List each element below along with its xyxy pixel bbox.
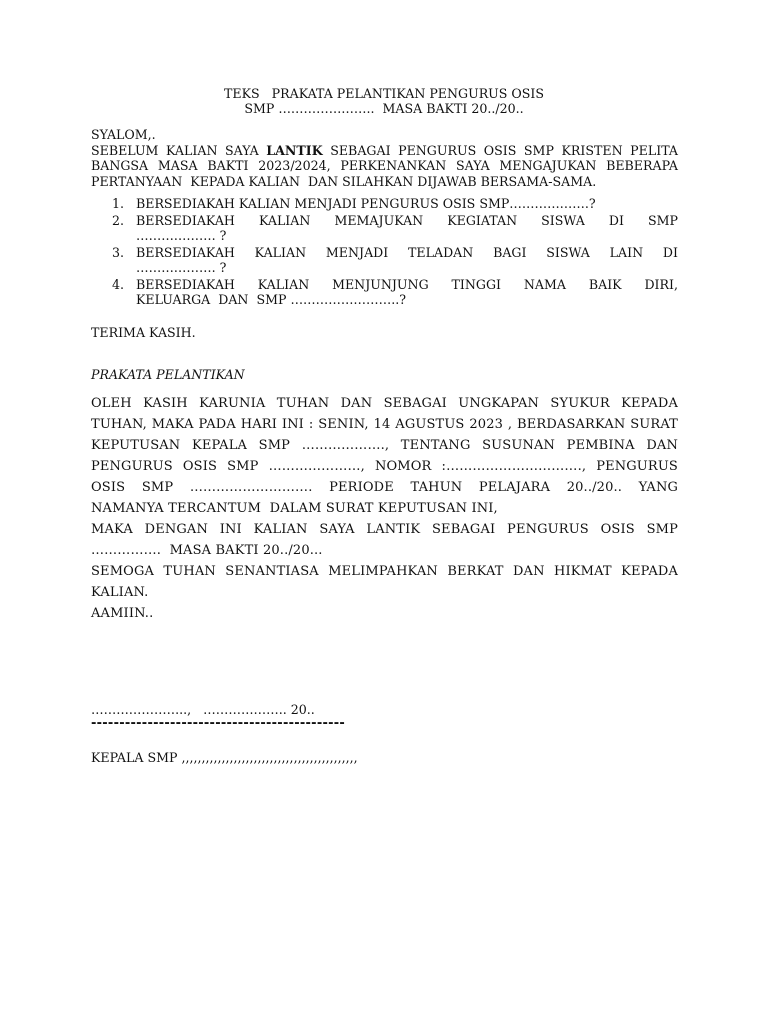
place-date: ………………….., ……………….. 20.. xyxy=(91,702,315,717)
body-line: TUHAN, MAKA PADA HARI INI : SENIN, 14 AGUSTUS 2023 , BERDASARKAN SURAT xyxy=(91,417,678,432)
section-heading: PRAKATA PELANTIKAN xyxy=(91,367,245,382)
question-list xyxy=(91,196,678,309)
body-line: ……………. MASA BAKTI 20../20... xyxy=(91,543,323,558)
list-item xyxy=(91,196,678,212)
document-title: TEKS PRAKATA PELANTIKAN PENGURUS OSIS xyxy=(224,86,544,101)
list-item xyxy=(91,245,678,276)
body-line: OSIS SMP ………………………. PERIODE TAHUN PELAJARA 20../20.. YANG xyxy=(91,480,678,495)
list-item xyxy=(91,213,678,244)
body-line: KEPUTUSAN KEPALA SMP ………………., TENTANG SUSUNAN PEMBINA DAN xyxy=(91,438,678,453)
body-line: NAMANYA TERCANTUM DALAM SURAT KEPUTUSAN INI, xyxy=(91,501,498,516)
intro-line-3: PERTANYAAN KEPADA KALIAN DAN SILAHKAN DIJAWAB BERSAMA-SAMA. xyxy=(91,173,597,189)
intro-bold-word: LANTIK xyxy=(266,142,323,158)
signature-block xyxy=(91,670,358,798)
body-line: MAKA DENGAN INI KALIAN SAYA LANTIK SEBAGAI PENGURUS OSIS SMP xyxy=(91,522,678,537)
thanks-text: TERIMA KASIH. xyxy=(91,325,196,340)
document-subtitle: SMP ………………….. MASA BAKTI 20../20.. xyxy=(244,101,524,116)
question-text: BERSEDIAKAH KALIAN MEMAJUKAN KEGIATAN SISWA DI SMP xyxy=(136,212,678,228)
list-number: 2. xyxy=(112,212,125,228)
greeting: SYALOM,. xyxy=(91,127,156,142)
question-text: BERSEDIAKAH KALIAN MENJADI PENGURUS OSIS SMP……………….? xyxy=(136,196,596,211)
principal-title: KEPALA SMP ,,,,,,,,,,,,,,,,,,,,,,,,,,,,,,,,,,,,,,,,,,,, xyxy=(91,750,358,765)
body-line: SEMOGA TUHAN SENANTIASA MELIMPAHKAN BERKAT DAN HIKMAT KEPADA xyxy=(91,564,678,579)
question-text: BERSEDIAKAH KALIAN MENJADI TELADAN BAGI SISWA LAIN DI xyxy=(136,244,678,260)
body-line: OLEH KASIH KARUNIA TUHAN DAN SEBAGAI UNGKAPAN SYUKUR KEPADA xyxy=(91,396,678,411)
question-text: BERSEDIAKAH KALIAN MENJUNJUNG TINGGI NAMA BAIK DIRI, xyxy=(136,276,678,292)
intro-text: SEBAGAI PENGURUS OSIS SMP KRISTEN PELITA xyxy=(322,142,678,158)
question-text-cont: KELUARGA DAN SMP ……………………..? xyxy=(136,292,406,307)
intro-text: SEBELUM KALIAN SAYA xyxy=(91,142,267,158)
question-text-cont: ………………. ? xyxy=(136,228,227,243)
body-line: KALIAN. xyxy=(91,585,149,600)
list-number: 1. xyxy=(112,196,125,211)
body-line: AAMIIN.. xyxy=(91,606,154,621)
intro-line-2: BANGSA MASA BAKTI 2023/2024, PERKENANKAN SAYA MENGAJUKAN BEBERAPA xyxy=(91,158,678,173)
divider-line: --------------------------------------------- xyxy=(91,716,346,731)
body-line: PENGURUS OSIS SMP …………………, NOMOR :…………………………., PENGURUS xyxy=(91,459,678,474)
question-text-cont: ………………. ? xyxy=(136,260,227,275)
inauguration-text xyxy=(91,393,678,624)
intro-line-1 xyxy=(91,143,678,159)
intro-section xyxy=(91,127,678,189)
list-number: 3. xyxy=(112,244,125,260)
list-item xyxy=(91,277,678,308)
list-number: 4. xyxy=(112,276,125,292)
